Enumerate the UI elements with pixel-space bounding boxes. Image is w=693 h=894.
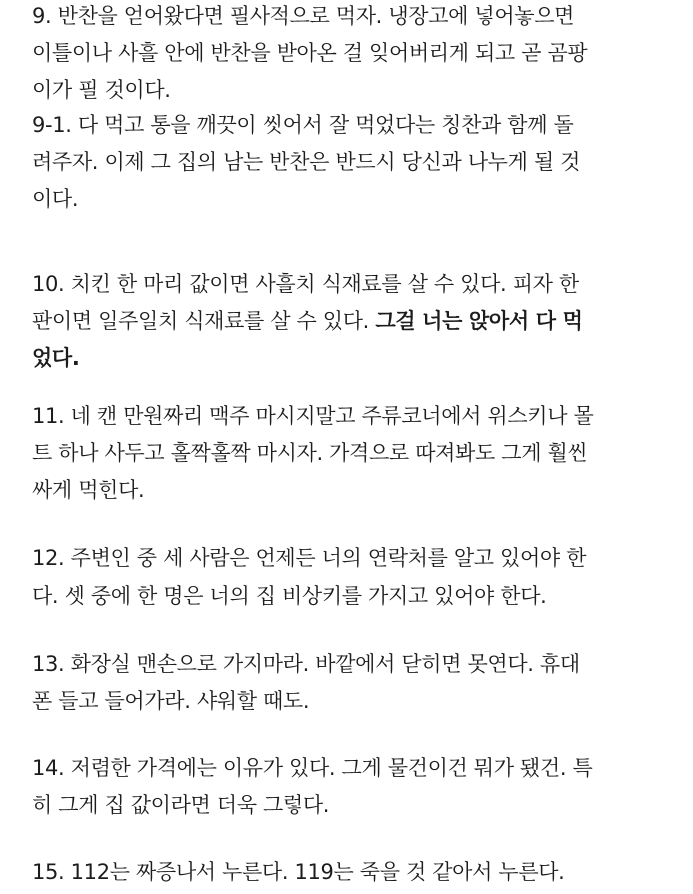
text-line: 14. 저렴한 가격에는 이유가 있다. 그게 물건이건 뭐가 됐건. 특 xyxy=(32,756,593,780)
text-line: 10. 치킨 한 마리 값이면 사흘치 식재료를 살 수 있다. 피자 한 xyxy=(32,272,579,296)
text-line: 이다. xyxy=(32,187,79,211)
bold-text-line: 었다. xyxy=(32,346,80,370)
bold-text-segment: 그걸 너는 앉아서 다 먹 xyxy=(375,309,583,333)
text-line: 폰 들고 들어가라. 샤워할 때도. xyxy=(32,689,310,713)
text-line: 다. 셋 중에 한 명은 너의 집 비상키를 가지고 있어야 한다. xyxy=(32,584,547,608)
text-segment: 판이면 일주일치 식재료를 살 수 있다. xyxy=(32,309,376,333)
text-line: 9. 반찬을 얻어왔다면 필사적으로 먹자. 냉장고에 넣어놓으면 xyxy=(32,4,575,28)
text-line: 12. 주변인 중 세 사람은 언제든 너의 연락처를 알고 있어야 한 xyxy=(32,546,587,570)
text-line: 13. 화장실 맨손으로 가지마라. 바깥에서 닫히면 못연다. 휴대 xyxy=(32,652,580,676)
text-line: 이틀이나 사흘 안에 반찬을 받아온 걸 잊어버리게 되고 곧 곰팡 xyxy=(32,41,588,65)
text-line: 히 그게 집 값이라면 더욱 그렇다. xyxy=(32,793,330,817)
text-line xyxy=(32,301,681,341)
text-line: 9-1. 다 먹고 통을 깨끗이 씻어서 잘 먹었다는 칭찬과 함께 돌 xyxy=(32,113,574,137)
text-line: 트 하나 사두고 홀짝홀짝 마시자. 가격으로 따져봐도 그게 훨씬 xyxy=(32,441,588,465)
text-line: 15. 112는 짜증나서 누른다. 119는 죽을 것 같아서 누른다. xyxy=(32,860,565,884)
text-line: 11. 네 캔 만원짜리 맥주 마시지말고 주류코너에서 위스키나 몰 xyxy=(32,404,594,428)
text-line: 이가 필 것이다. xyxy=(32,78,171,102)
text-line: 싸게 먹힌다. xyxy=(32,478,145,502)
text-line: 려주자. 이제 그 집의 남는 반찬은 반드시 당신과 나누게 될 것 xyxy=(32,150,581,174)
